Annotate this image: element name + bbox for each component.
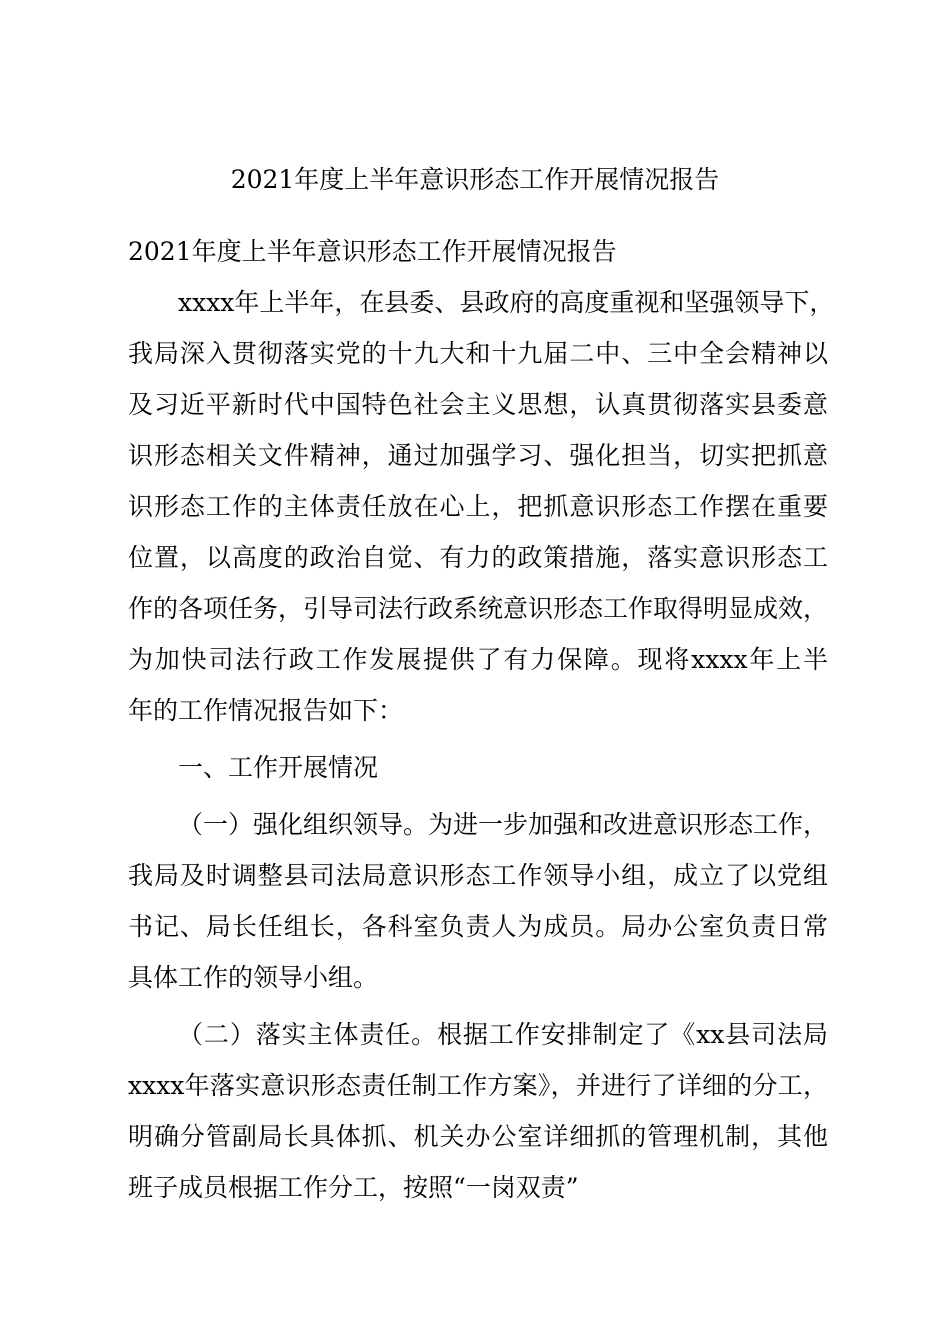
paragraph-line: 作的各项任务，引导司法行政系统意识形态工作取得明显成效， <box>128 594 829 623</box>
paragraph-line: 为加快司法行政工作发展提供了有力保障。现将xxxx年上半 <box>128 645 828 674</box>
paragraph-line: 年的工作情况报告如下： <box>128 696 404 725</box>
paragraph-line: 班子成员根据工作分工，按照“一岗双责” <box>128 1173 579 1202</box>
paragraph-line: 具体工作的领导小组。 <box>128 963 379 992</box>
paragraph-line: 位置，以高度的政治自觉、有力的政策措施，落实意识形态工 <box>128 543 828 572</box>
paragraph-line: 识形态相关文件精神，通过加强学习、强化担当，切实把抓意 <box>128 441 828 470</box>
paragraph-line: xxxx年落实意识形态责任制工作方案》，并进行了详细的分工， <box>128 1071 828 1100</box>
section-heading <box>128 742 828 793</box>
paragraph-line: （二）落实主体责任。根据工作安排制定了《xx县司法局 <box>178 1020 828 1049</box>
paragraph-line: 我局及时调整县司法局意识形态工作领导小组，成立了以党组 <box>128 861 828 890</box>
paragraph-responsibility <box>128 1009 828 1213</box>
paragraph-line: 识形态工作的主体责任放在心上，把抓意识形态工作摆在重要 <box>128 492 828 521</box>
document-subtitle: 2021年度上半年意识形态工作开展情况报告 <box>128 237 617 266</box>
paragraph-line: （一）强化组织领导。为进一步加强和改进意识形态工作， <box>178 810 829 839</box>
paragraph-intro <box>128 277 835 736</box>
paragraph-line: xxxx年上半年，在县委、县政府的高度重视和坚强领导下， <box>178 288 835 317</box>
paragraph-line: 明确分管副局长具体抓、机关办公室详细抓的管理机制，其他 <box>128 1122 828 1151</box>
heading-line: 一、工作开展情况 <box>178 753 379 782</box>
paragraph-line: 我局深入贯彻落实党的十九大和十九届二中、三中全会精神以 <box>128 339 828 368</box>
paragraph-line: 书记、局长任组长，各科室负责人为成员。局办公室负责日常 <box>128 912 828 941</box>
document-body <box>128 226 835 1213</box>
paragraph-line: 及习近平新时代中国特色社会主义思想，认真贯彻落实县委意 <box>128 390 828 419</box>
document-title: 2021年度上半年意识形态工作开展情况报告 <box>230 165 720 194</box>
paragraph-organization <box>128 799 828 1003</box>
